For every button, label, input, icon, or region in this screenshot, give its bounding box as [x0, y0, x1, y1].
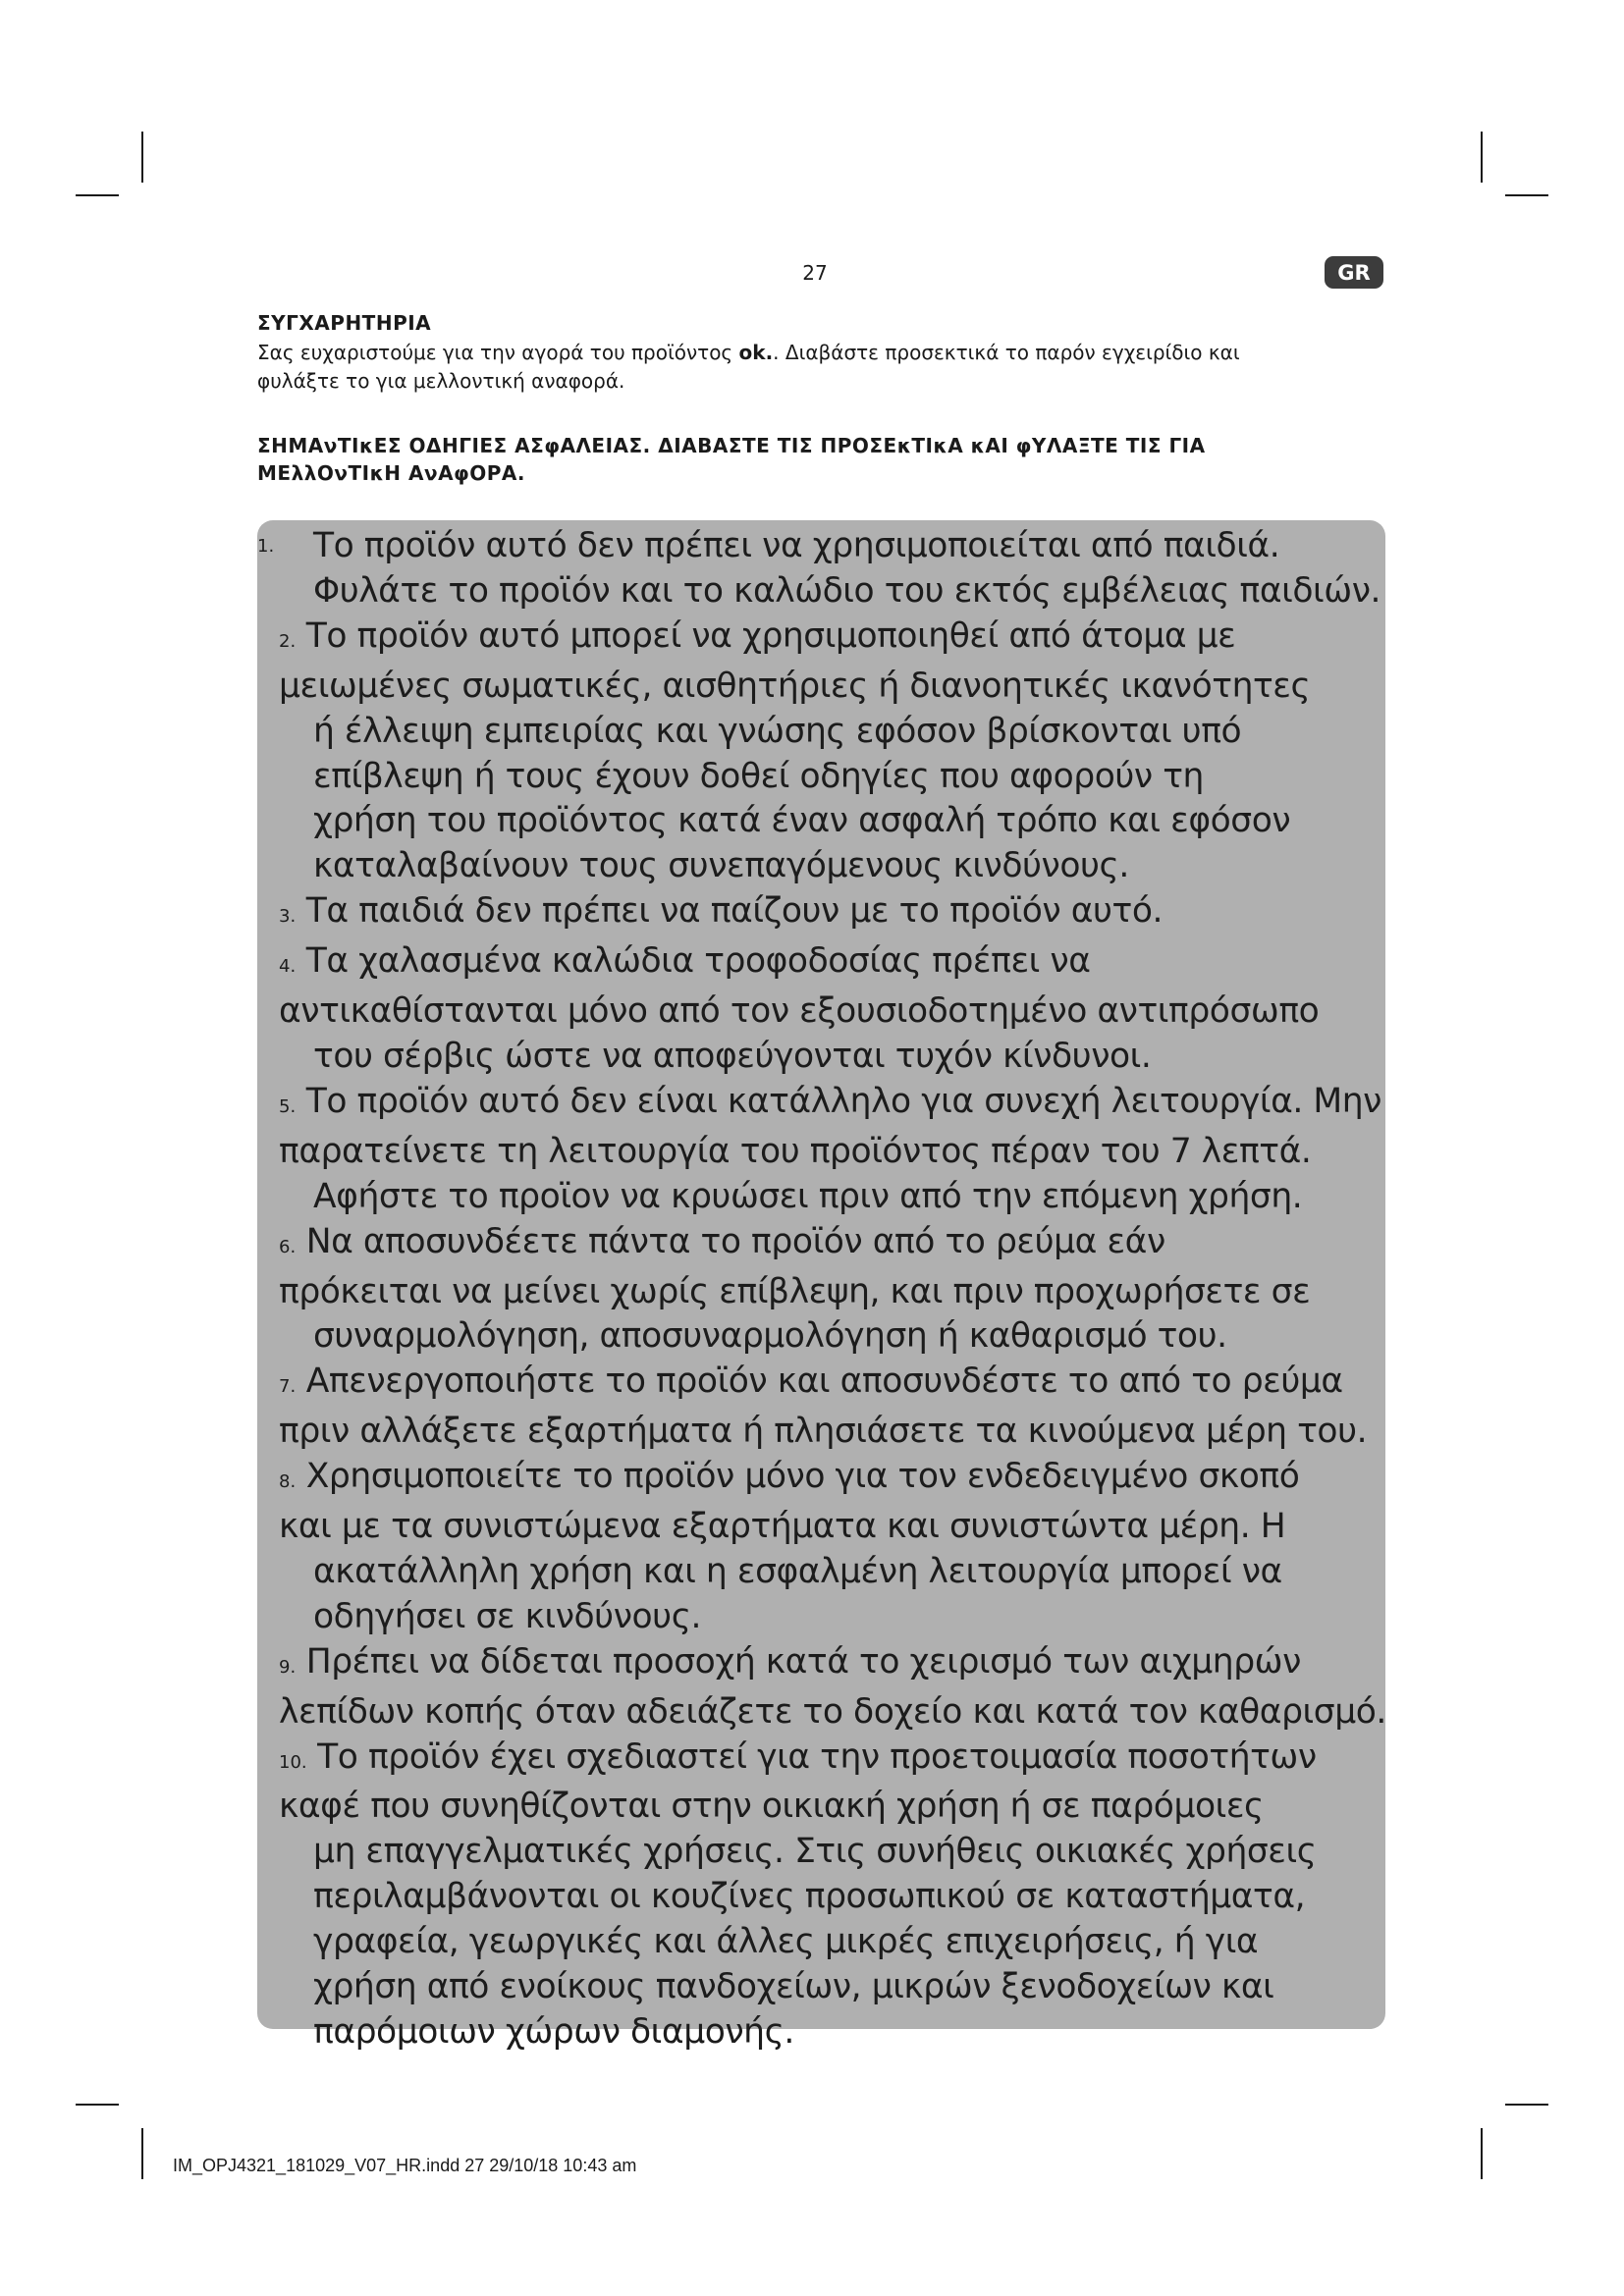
safety-item-line: οδηγήσει σε κινδύνους. — [313, 1596, 702, 1636]
safety-item-line: περιλαμβάνονται οι κουζίνες προσωπικού σε καταστήματα, — [313, 1877, 1306, 1917]
safety-item-line: πριν αλλάξετε εξαρτήματα ή πλησιάσετε τα κινούμενα μέρη του. — [279, 1412, 1368, 1452]
safety-item-line: γραφεία, γεωργικές και άλλες μικρές επιχειρήσεις, ή για — [313, 1922, 1259, 1962]
safety-item-line: χρήση του προϊόντος κατά έναν ασφαλή τρόπο και εφόσον — [313, 801, 1291, 841]
safety-item-line: επίβλεψη ή τους έχουν δοθεί οδηγίες που αφορούν τη — [313, 756, 1204, 796]
safety-item — [257, 939, 1396, 1080]
safety-item-line: Το προϊόν αυτό δεν είναι κατάλληλο για συνεχή λειτουργία. Μην — [305, 1081, 1381, 1121]
safety-item-number: 4. — [279, 956, 297, 978]
safety-item-line: λεπίδων κοπής όταν αδειάζετε το δοχείο και κατά τον καθαρισμό. — [279, 1691, 1386, 1732]
safety-item-number: 1. — [257, 536, 275, 557]
safety-item-number: 3. — [279, 906, 297, 928]
safety-item — [257, 1220, 1396, 1361]
safety-item-line: Το προϊόν αυτό μπορεί να χρησιμοποιηθεί από άτομα με — [305, 615, 1236, 656]
safety-item-line: παρατείνετε τη λειτουργία του προϊόντος πέραν του 7 λεπτά. — [279, 1131, 1312, 1171]
page-number: 27 — [802, 261, 828, 285]
safety-item-number: 7. — [279, 1376, 297, 1398]
safety-item-number: 8. — [279, 1471, 297, 1493]
safety-item-line: ακατάλληλη χρήση και η εσφαλμένη λειτουργία μπορεί να — [313, 1551, 1282, 1591]
intro-text-line2: φυλάξτε το για μελλοντική αναφορά. — [257, 369, 625, 393]
safety-item-line: Τα παιδιά δεν πρέπει να παίζουν με το προϊόν αυτό. — [305, 891, 1164, 932]
intro-text: Σας ευχαριστούμε για την αγορά του προϊόντος — [257, 341, 739, 364]
safety-item — [257, 1080, 1396, 1220]
safety-title-line1: ΣΗΜΑνΤΙκΕΣ ΟΔΗΓΙΕΣ ΑΣφΑΛΕΙΑΣ. ΔΙΑΒΑΣΤΕ ΤΙΣ ΠΡΟΣΕκΤΙκΑ κΑΙ φΥΛΑΞΤΕ ΤΙΣ ΓΙΑ — [257, 434, 1206, 457]
safety-item — [257, 1360, 1396, 1455]
safety-item — [257, 614, 1396, 889]
safety-item-line: συναρμολόγηση, αποσυναρμολόγηση ή καθαρισμό του. — [313, 1316, 1227, 1357]
safety-item-number: 2. — [279, 630, 297, 652]
intro-body — [257, 339, 1357, 396]
safety-item-line: Το προϊόν αυτό δεν πρέπει να χρησιμοποιείται από παιδιά. — [313, 526, 1280, 565]
safety-item-line: του σέρβις ώστε να αποφεύγονται τυχόν κίνδυνοι. — [313, 1036, 1152, 1076]
crop-mark-top-left-vertical — [141, 132, 143, 183]
safety-item-line: πρόκειται να μείνει χωρίς επίβλεψη, και πριν προχωρήσετε σε — [279, 1271, 1311, 1311]
safety-item-number: 5. — [279, 1095, 297, 1117]
crop-mark-bottom-left-vertical — [141, 2128, 143, 2179]
safety-item-line: καφέ που συνηθίζονται στην οικιακή χρήση ή σε παρόμοιες — [279, 1787, 1264, 1827]
safety-item-line: Χρησιμοποιείτε το προϊόν μόνο για τον ενδεδειγμένο σκοπό — [305, 1457, 1300, 1497]
safety-item-number: 9. — [279, 1656, 297, 1678]
safety-item — [257, 889, 1396, 939]
safety-item — [257, 1735, 1396, 2056]
crop-mark-bottom-right-horizontal — [1505, 2104, 1548, 2106]
crop-mark-bottom-right-vertical — [1481, 2128, 1483, 2179]
safety-item-line: και με τα συνιστώμενα εξαρτήματα και συνιστώντα μέρη. Η — [279, 1507, 1286, 1547]
safety-item-line: Φυλάτε το προϊόν και το καλώδιο του εκτός εμβέλειας παιδιών. — [313, 570, 1381, 611]
safety-item-line: μειωμένες σωματικές, αισθητήριες ή διανοητικές ικανότητες — [279, 666, 1311, 706]
safety-item-line: Το προϊόν έχει σχεδιαστεί για την προετοιμασία ποσοτήτων — [317, 1736, 1317, 1777]
safety-list — [257, 524, 1396, 2056]
safety-title-line2: ΜΕλλΟνΤΙκΗ ΑνΑφΟΡΑ. — [257, 461, 525, 485]
safety-item-line: μη επαγγελματικές χρήσεις. Στις συνήθεις οικιακές χρήσεις — [313, 1832, 1317, 1872]
safety-item-number: 6. — [279, 1236, 297, 1257]
brand-name: ok. — [738, 341, 774, 364]
safety-item-line: παρόμοιων χώρων διαμονής. — [313, 2012, 794, 2052]
safety-item-line: Αφήστε το προϊον να κρυώσει πριν από την επόμενη χρήση. — [313, 1176, 1303, 1216]
safety-item-line: Πρέπει να δίδεται προσοχή κατά το χειρισμό των αιχμηρών — [305, 1641, 1301, 1682]
crop-mark-top-right-horizontal — [1505, 194, 1548, 196]
safety-item-line: καταλαβαίνουν τους συνεπαγόμενους κινδύνους. — [313, 846, 1129, 886]
safety-item — [257, 524, 1396, 614]
safety-item — [257, 1640, 1396, 1735]
crop-mark-top-left-horizontal — [76, 194, 119, 196]
safety-item-line: αντικαθίστανται μόνο από τον εξουσιοδοτημένο αντιπρόσωπο — [279, 991, 1320, 1032]
intro-section — [257, 310, 1357, 396]
print-slug: IM_OPJ4321_181029_V07_HR.indd 27 29/10/18 10:43 am — [173, 2156, 637, 2175]
safety-title — [257, 432, 1357, 487]
crop-mark-bottom-left-horizontal — [76, 2104, 119, 2106]
crop-mark-top-right-vertical — [1481, 132, 1483, 183]
safety-item-line: Να αποσυνδέετε πάντα το προϊόν από το ρεύμα εάν — [305, 1221, 1165, 1261]
safety-item-line: ή έλλειψη εμπειρίας και γνώσης εφόσον βρίσκονται υπό — [313, 711, 1242, 751]
safety-item-line: χρήση από ενοίκους πανδοχείων, μικρών ξενοδοχείων και — [313, 1967, 1274, 2007]
safety-item-line: Απενεργοποιήστε το προϊόν και αποσυνδέστε το από το ρεύμα — [305, 1362, 1343, 1402]
safety-item — [257, 1455, 1396, 1640]
language-badge: GR — [1325, 256, 1383, 289]
safety-item-number: 10. — [279, 1751, 307, 1773]
intro-text-cont: . Διαβάστε προσεκτικά το παρόν εγχειρίδιο και — [773, 341, 1240, 364]
intro-heading: ΣΥΓΧΑΡΗΤΗΡΙΑ — [257, 311, 432, 335]
safety-item-line: Τα χαλασμένα καλώδια τροφοδοσίας πρέπει να — [305, 941, 1091, 982]
